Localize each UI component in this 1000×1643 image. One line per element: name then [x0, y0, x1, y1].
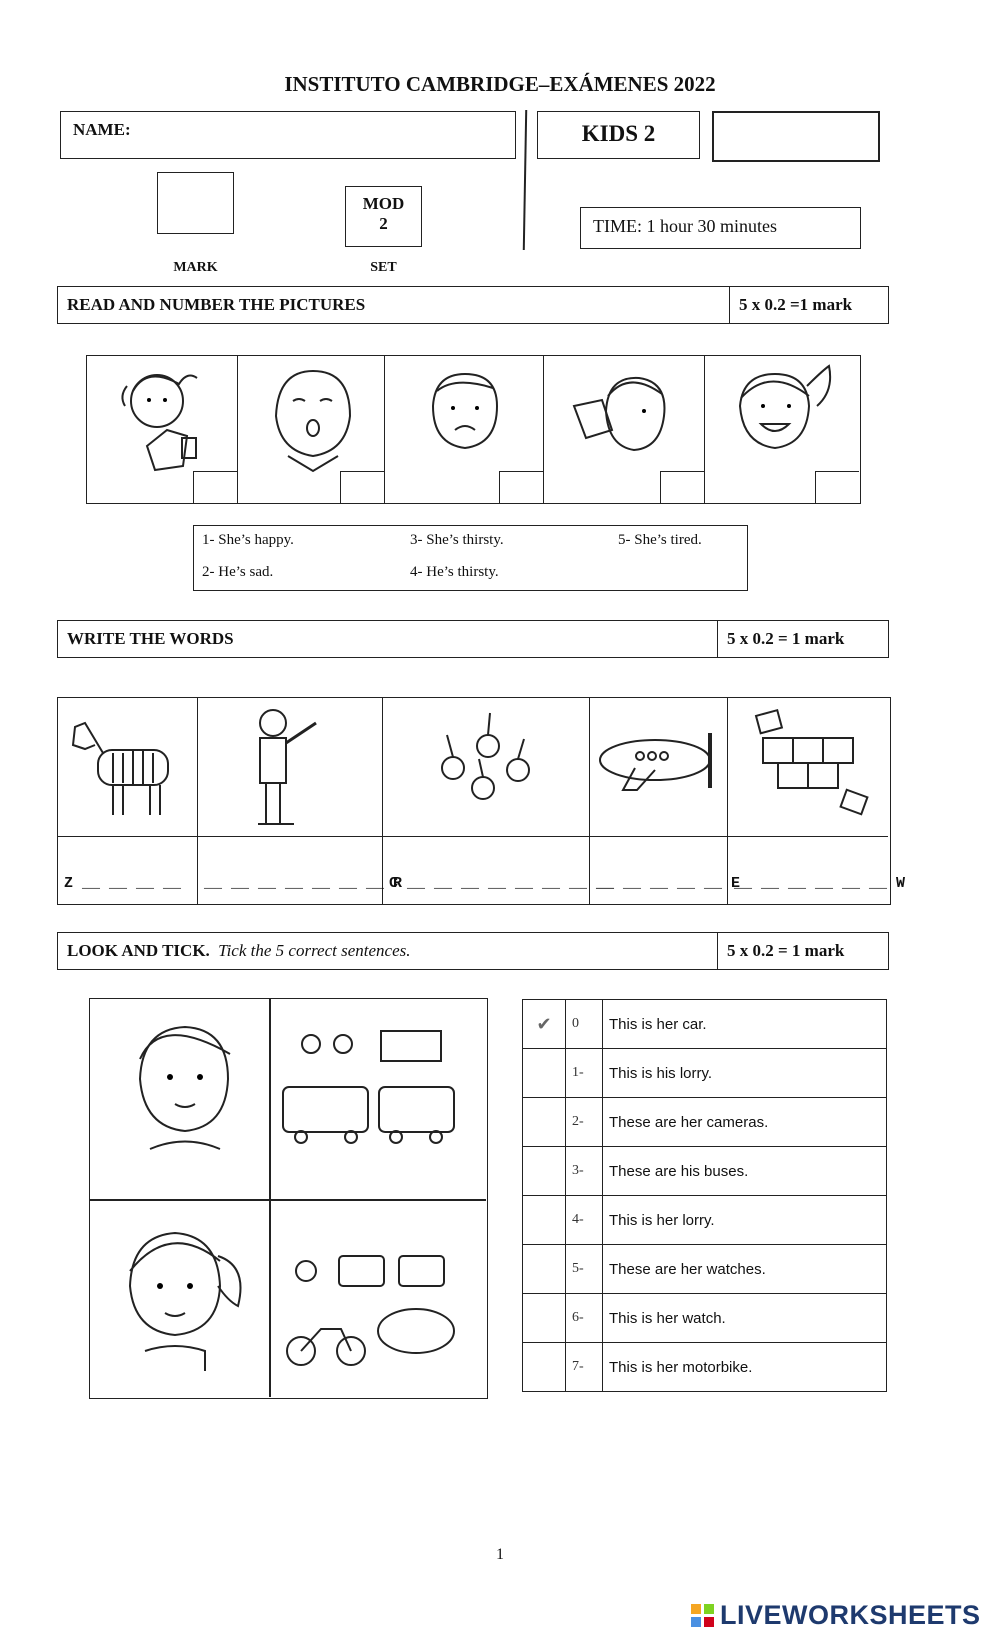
word-cell-jigsaw: [728, 698, 906, 904]
section-heading-wrap: [58, 933, 718, 969]
section-score: 5 x 0.2 = 1 mark: [727, 941, 845, 960]
row-sentence: These are her watches.: [603, 1245, 887, 1294]
tick-cell[interactable]: [523, 1049, 566, 1098]
plane-icon: [590, 698, 726, 834]
sentences-box: [193, 525, 748, 591]
section-write-words-header: [57, 620, 889, 658]
word-cell-zebra: [58, 698, 198, 904]
set-label: SET: [370, 260, 397, 275]
jigsaw-picture: [728, 698, 888, 837]
check-icon: ✔: [536, 1013, 552, 1034]
row-number: 0: [566, 1000, 603, 1049]
sailor-picture: [198, 698, 382, 837]
page-number: 1: [496, 1546, 504, 1563]
table-row: [523, 1196, 887, 1245]
section-heading: LOOK AND TICK.: [67, 941, 210, 960]
sentence-3: 3- She’s thirsty.: [410, 532, 504, 548]
row-number: 1-: [566, 1049, 603, 1098]
row-sentence: This is her lorry.: [603, 1196, 887, 1245]
table-row: [523, 1245, 887, 1294]
tick-cell[interactable]: [523, 1343, 566, 1392]
table-row: [523, 1000, 887, 1049]
cherries-icon: [383, 698, 588, 834]
number-box[interactable]: [499, 471, 543, 503]
number-box[interactable]: [193, 471, 237, 503]
picture-boy-drinking: [544, 356, 705, 503]
mark-label: MARK: [173, 260, 218, 275]
number-box[interactable]: [340, 471, 384, 503]
section-heading: READ AND NUMBER THE PICTURES: [58, 287, 730, 323]
word-answer[interactable]: C __ __ __ __ __ __ __ __: [389, 875, 615, 892]
tick-cell[interactable]: [523, 1196, 566, 1245]
name-field[interactable]: [60, 111, 516, 159]
tick-cell[interactable]: [523, 1147, 566, 1196]
row-sentence: These are her cameras.: [603, 1098, 887, 1147]
tick-table: [522, 999, 887, 1392]
jigsaw-icon: [728, 698, 886, 834]
table-row: [523, 1343, 887, 1392]
row-number: 6-: [566, 1294, 603, 1343]
row-number: 5-: [566, 1245, 603, 1294]
word-cell-sailor: [198, 698, 403, 904]
score-box[interactable]: [712, 111, 880, 162]
table-row: [523, 1049, 887, 1098]
time-label: TIME: 1 hour 30 minutes: [593, 216, 777, 236]
row-number: 2-: [566, 1098, 603, 1147]
picture-girl-yawning: [238, 356, 385, 503]
word-answer[interactable]: __ __ __ __ __ __ __ R: [204, 875, 403, 892]
sailor-icon: [198, 698, 381, 834]
word-answer[interactable]: __ __ __ __ __ E: [596, 875, 741, 892]
time-box: [580, 207, 861, 249]
tick-cell[interactable]: [523, 1098, 566, 1147]
liveworksheets-logo-icon: [690, 1603, 716, 1629]
sentence-2: 2- He’s sad.: [202, 564, 274, 580]
level-label: KIDS 2: [581, 121, 656, 146]
level-box: [537, 111, 700, 159]
row-sentence: This is her watch.: [603, 1294, 887, 1343]
table-row: [523, 1098, 887, 1147]
girl-items-icon: [271, 1201, 486, 1397]
zebra-picture: [58, 698, 197, 837]
sentence-1: 1- She’s happy.: [202, 532, 294, 548]
section-score: 5 x 0.2 =1 mark: [739, 295, 853, 314]
table-row: [523, 1147, 887, 1196]
row-number: 3-: [566, 1147, 603, 1196]
picture-girl-drinking: [87, 356, 238, 503]
row-sentence: These are his buses.: [603, 1147, 887, 1196]
row-sentence: This is her car.: [603, 1000, 887, 1049]
look-tick-pictures: [89, 998, 488, 1399]
document-title: INSTITUTO CAMBRIDGE–EXÁMENES 2022: [284, 72, 716, 96]
picture-boy-sad: [385, 356, 544, 503]
boy-portrait-icon: [90, 999, 268, 1197]
sentence-4: 4- He’s thirsty.: [410, 564, 499, 580]
sentence-5: 5- She’s tired.: [618, 532, 702, 548]
row-sentence: This is his lorry.: [603, 1049, 887, 1098]
boy-items-icon: [271, 999, 486, 1197]
row-number: 4-: [566, 1196, 603, 1245]
plane-picture: [590, 698, 727, 837]
name-label: NAME:: [73, 120, 131, 139]
section-score: 5 x 0.2 = 1 mark: [727, 629, 845, 648]
picture-girl-happy: [705, 356, 859, 503]
brand-logo: [690, 1600, 981, 1631]
word-cell-plane: [590, 698, 741, 904]
section-look-tick-header: [57, 932, 889, 970]
row-number: 7-: [566, 1343, 603, 1392]
section-instruction: Tick the 5 correct sentences.: [218, 941, 411, 960]
girl-portrait-icon: [90, 1201, 268, 1397]
zebra-icon: [58, 698, 196, 834]
section-heading: WRITE THE WORDS: [58, 621, 718, 657]
number-box[interactable]: [660, 471, 704, 503]
pictures-row: [86, 355, 861, 504]
word-cell-cherries: [383, 698, 615, 904]
table-row: [523, 1294, 887, 1343]
header-divider: [523, 110, 527, 250]
word-answer[interactable]: __ __ __ __ __ __ W: [734, 875, 906, 892]
mark-box[interactable]: [157, 172, 234, 234]
word-answer[interactable]: Z __ __ __ __: [64, 875, 182, 892]
mod-value: 2: [379, 214, 388, 233]
mod-box: [345, 186, 422, 247]
tick-cell[interactable]: [523, 1294, 566, 1343]
row-sentence: This is her motorbike.: [603, 1343, 887, 1392]
number-box[interactable]: [815, 471, 859, 503]
mod-label: MOD: [362, 194, 405, 213]
words-table: [57, 697, 906, 905]
section-read-number-header: [57, 286, 889, 324]
tick-cell[interactable]: [523, 1000, 566, 1049]
tick-cell[interactable]: [523, 1245, 566, 1294]
brand-name: LIVEWORKSHEETS: [720, 1600, 981, 1630]
cherries-picture: [383, 698, 589, 837]
